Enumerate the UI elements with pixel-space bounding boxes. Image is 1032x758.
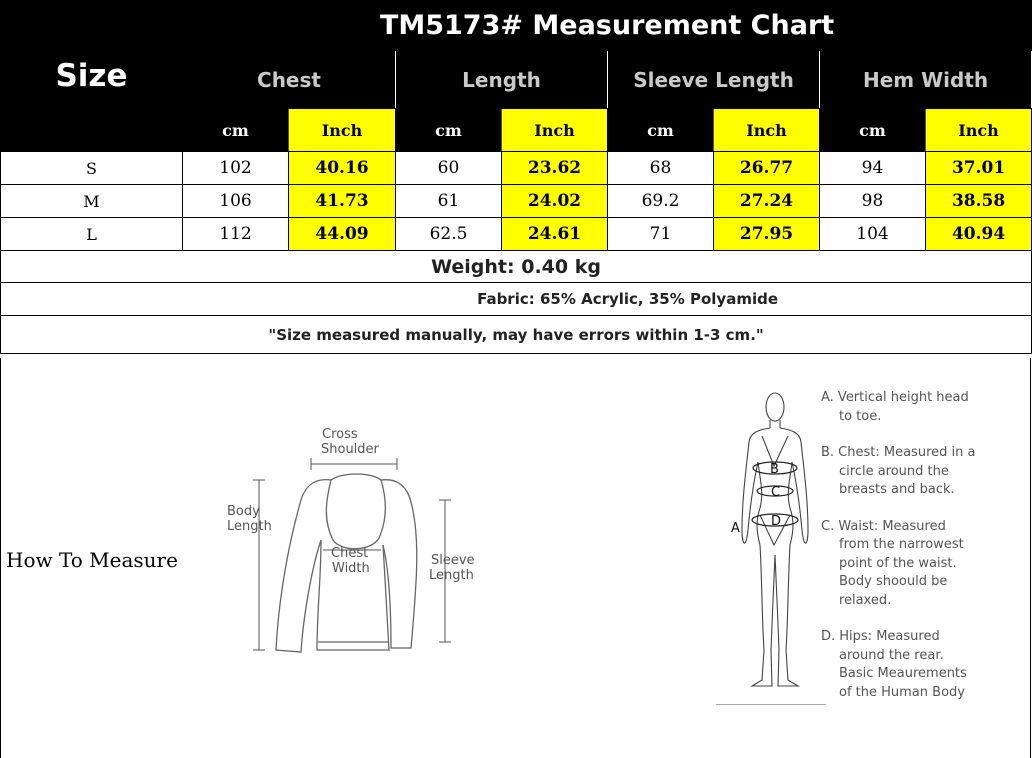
value-cell: 104 bbox=[820, 218, 926, 251]
value-cell-inch: 41.73 bbox=[289, 185, 396, 218]
chest-width-label: Width bbox=[332, 561, 370, 576]
value-cell-inch: 24.61 bbox=[502, 218, 608, 251]
cross-shoulder-label: Cross bbox=[322, 427, 358, 442]
note-d-line: of the Human Body bbox=[839, 684, 965, 700]
note-b-line: circle around the bbox=[839, 463, 949, 479]
label-c: C bbox=[771, 485, 781, 500]
size-label: L bbox=[1, 218, 183, 251]
label-a: A bbox=[731, 521, 740, 536]
note-c bbox=[821, 518, 1021, 611]
cross-shoulder-label: Shoulder bbox=[321, 442, 379, 457]
label-d: D bbox=[771, 514, 782, 529]
how-to-measure-label: How To Measure bbox=[6, 548, 178, 572]
value-cell: 62.5 bbox=[396, 218, 502, 251]
table-row bbox=[1, 185, 1032, 218]
note-c-line: C. Waist: Measured bbox=[821, 518, 946, 534]
size-header: Size bbox=[1, 1, 183, 152]
note-c-line: relaxed. bbox=[839, 592, 892, 608]
category-chest: Chest bbox=[183, 51, 396, 109]
size-label: M bbox=[1, 185, 183, 218]
unit-inch: Inch bbox=[289, 109, 396, 152]
note-c-line: Body shoould be bbox=[839, 574, 948, 589]
size-label: S bbox=[1, 152, 183, 185]
unit-inch: Inch bbox=[926, 109, 1032, 152]
note-d bbox=[821, 628, 1021, 702]
unit-cm: cm bbox=[608, 109, 714, 152]
body-length-label: Body bbox=[227, 504, 260, 519]
note-a-line: A. Vertical height head bbox=[821, 390, 969, 405]
value-cell: 94 bbox=[820, 152, 926, 185]
value-cell: 60 bbox=[396, 152, 502, 185]
category-length: Length bbox=[396, 51, 608, 109]
table-row bbox=[1, 152, 1032, 185]
value-cell-inch: 40.16 bbox=[289, 152, 396, 185]
chart-title: TM5173# Measurement Chart bbox=[183, 1, 1032, 51]
value-cell-inch: 44.09 bbox=[289, 218, 396, 251]
value-cell-inch: 27.24 bbox=[714, 185, 820, 218]
value-cell: 102 bbox=[183, 152, 289, 185]
sleeve-length-label: Sleeve bbox=[431, 553, 475, 568]
measurement-notes bbox=[821, 389, 1021, 720]
value-cell: 68 bbox=[608, 152, 714, 185]
note-c-line: from the narrowest bbox=[839, 537, 964, 552]
fabric-text: Fabric: 65% Acrylic, 35% Polyamide bbox=[477, 290, 779, 308]
value-cell-inch: 23.62 bbox=[502, 152, 608, 185]
note-b-line: breasts and back. bbox=[839, 482, 955, 497]
how-to-measure-section bbox=[0, 358, 1031, 758]
unit-inch: Inch bbox=[714, 109, 820, 152]
human-body-diagram bbox=[716, 380, 826, 705]
category-sleeve-length: Sleeve Length bbox=[608, 51, 820, 109]
fabric-row bbox=[1, 283, 1032, 316]
weight-text: Weight: 0.40 kg bbox=[1, 251, 1032, 283]
note-a-line: to toe. bbox=[839, 408, 882, 424]
measurement-note: "Size measured manually, may have errors within 1-3 cm." bbox=[1, 316, 1032, 354]
chest-width-label: Chest bbox=[331, 546, 369, 561]
sweater-diagram bbox=[221, 420, 491, 660]
note-c-line: point of the waist. bbox=[839, 555, 957, 571]
human-figure-icon bbox=[742, 393, 808, 686]
value-cell-inch: 37.01 bbox=[926, 152, 1032, 185]
note-b bbox=[821, 444, 1021, 500]
unit-cm: cm bbox=[396, 109, 502, 152]
value-cell-inch: 40.94 bbox=[926, 218, 1032, 251]
label-b: B bbox=[770, 462, 779, 477]
unit-cm: cm bbox=[183, 109, 289, 152]
value-cell: 112 bbox=[183, 218, 289, 251]
note-d-line: D. Hips: Measured bbox=[821, 629, 940, 644]
value-cell: 106 bbox=[183, 185, 289, 218]
unit-cm: cm bbox=[820, 109, 926, 152]
value-cell: 71 bbox=[608, 218, 714, 251]
value-cell-inch: 38.58 bbox=[926, 185, 1032, 218]
category-hem-width: Hem Width bbox=[820, 51, 1032, 109]
sleeve-length-label: Length bbox=[429, 568, 474, 583]
note-b-line: B. Chest: Measured in a bbox=[821, 445, 976, 460]
value-cell-inch: 24.02 bbox=[502, 185, 608, 218]
table-row bbox=[1, 218, 1032, 251]
note-a bbox=[821, 389, 1021, 426]
body-length-label: Length bbox=[227, 519, 272, 534]
note-d-line: around the rear. bbox=[839, 647, 944, 663]
value-cell-inch: 27.95 bbox=[714, 218, 820, 251]
value-cell: 98 bbox=[820, 185, 926, 218]
value-cell: 69.2 bbox=[608, 185, 714, 218]
unit-inch: Inch bbox=[502, 109, 608, 152]
size-table bbox=[0, 0, 1032, 354]
value-cell: 61 bbox=[396, 185, 502, 218]
value-cell-inch: 26.77 bbox=[714, 152, 820, 185]
note-d-line: Basic Meaurements bbox=[839, 666, 967, 681]
